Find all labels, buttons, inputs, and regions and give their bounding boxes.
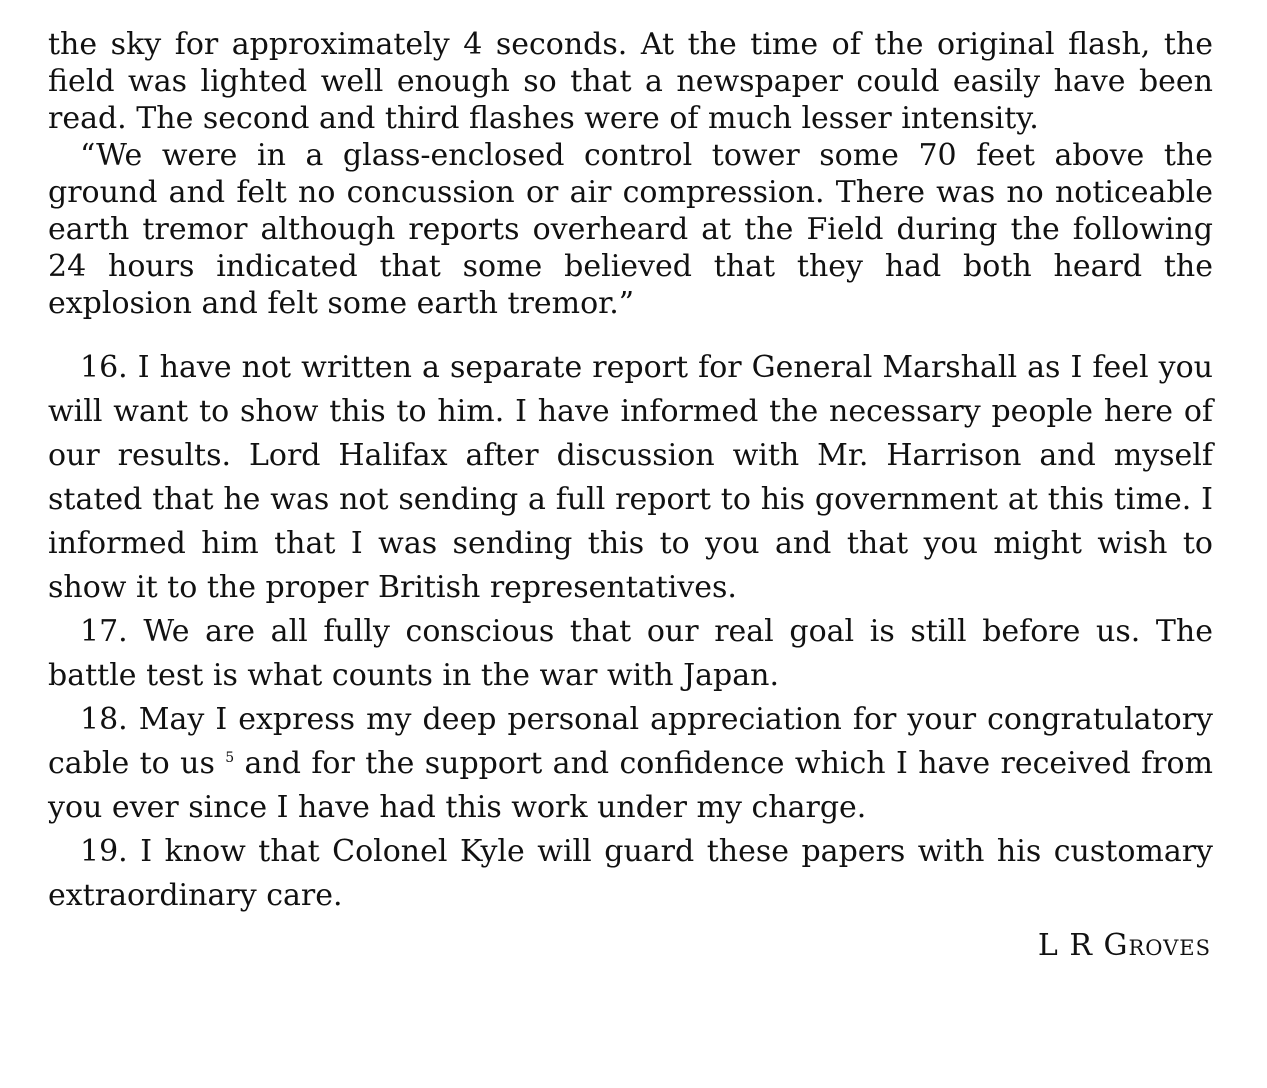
paragraph-19: 19. I know that Colonel Kyle will guard these papers with his customary extraordinary care. — [48, 834, 1213, 913]
document-page — [48, 26, 1213, 968]
paragraph-control-tower-quote: “We were in a glass-enclosed control tower some 70 feet above the ground and felt no concussion or air compression. There was no noticeable earth tremor although reports overheard at the Field during the following 24 hours indicated that some believed that they had both heard the explosion and felt some earth tremor.” — [48, 138, 1213, 321]
paragraph-flash-description: the sky for approximately 4 seconds. At the time of the original flash, the field was lighted well enough so that a newspaper could easily have been read. The second and third flashes were of much lesser intensity. — [48, 27, 1213, 136]
signature: L R Groves — [1037, 928, 1211, 963]
paragraph-18 — [48, 698, 1213, 830]
paragraph-18-text-end: and for the support and confidence which I have received from you ever since I have had this work under my charge. — [48, 746, 1213, 825]
paragraph-18-text-start: 18. May I express my deep personal appreciation for your congratulatory cable to us — [48, 702, 1213, 781]
paragraph-17: 17. We are all fully conscious that our real goal is still before us. The battle test is what counts in the war with Japan. — [48, 614, 1213, 693]
footnote-marker: 5 — [225, 750, 235, 766]
paragraph-16: 16. I have not written a separate report for General Marshall as I feel you will want to show this to him. I have informed the necessary people here of our results. Lord Halifax after discussion with Mr. Harrison and myself stated that he was not sending a full report to his government at this time. I informed him that I was sending this to you and that you might wish to show it to the proper British representatives. — [48, 350, 1213, 605]
